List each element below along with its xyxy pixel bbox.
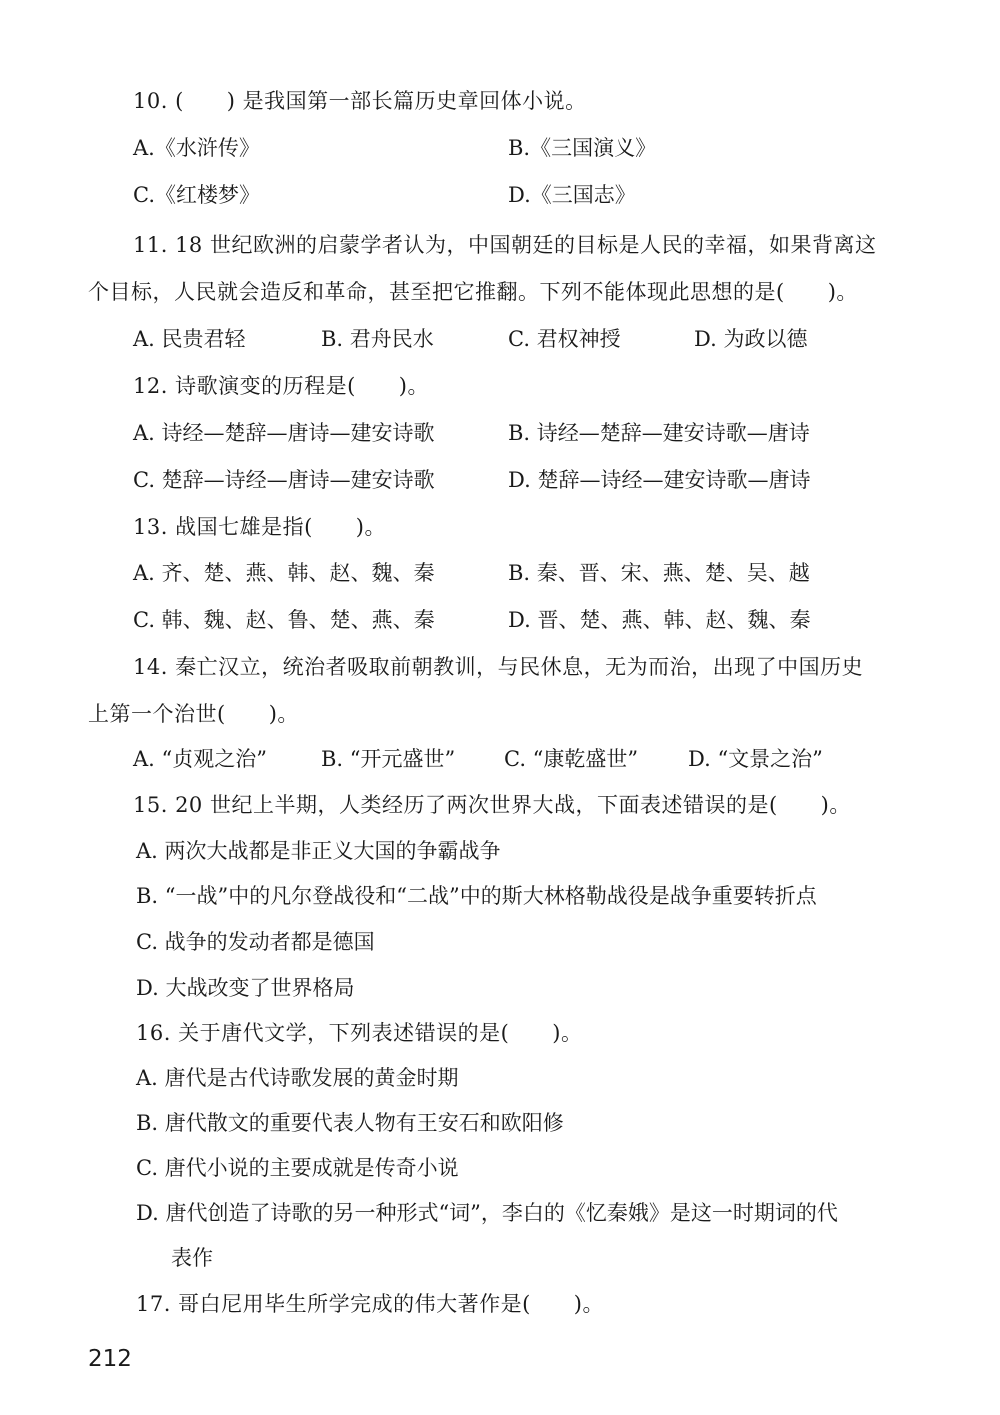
question-14-option-a: A. “贞观之治” <box>133 747 267 771</box>
page-number: 212 <box>88 1346 132 1372</box>
question-11-option-c: C. 君权神授 <box>508 327 621 351</box>
question-11-stem-line-2: 个目标，人民就会造反和革命，甚至把它推翻。下列不能体现此思想的是( )。 <box>88 280 858 304</box>
question-10-option-d: D.《三国志》 <box>508 183 636 207</box>
question-13-option-c: C. 韩、魏、赵、鲁、楚、燕、秦 <box>133 608 435 632</box>
question-11-option-b: B. 君舟民水 <box>321 327 434 351</box>
question-10-option-c: C.《红楼梦》 <box>133 183 260 207</box>
question-12-stem: 12. 诗歌演变的历程是( )。 <box>133 374 429 398</box>
question-15-option-b: B. “一战”中的凡尔登战役和“二战”中的斯大林格勒战役是战争重要转折点 <box>136 884 817 908</box>
question-14-option-c: C. “康乾盛世” <box>504 747 639 771</box>
question-14-stem-line-1: 14. 秦亡汉立，统治者吸取前朝教训，与民休息，无为而治，出现了中国历史 <box>133 655 864 679</box>
question-16-option-d: D. 唐代创造了诗歌的另一种形式“词”，李白的《忆秦娥》是这一时期词的代 <box>136 1201 838 1225</box>
question-13-stem: 13. 战国七雄是指( )。 <box>133 515 386 539</box>
question-12-option-a: A. 诗经—楚辞—唐诗—建安诗歌 <box>133 421 435 445</box>
question-13-option-b: B. 秦、晋、宋、燕、楚、吴、越 <box>508 561 810 585</box>
question-12-option-b: B. 诗经—楚辞—建安诗歌—唐诗 <box>508 421 810 445</box>
question-11-stem-line-1: 11. 18 世纪欧洲的启蒙学者认为，中国朝廷的目标是人民的幸福，如果背离这 <box>133 233 877 257</box>
question-16-option-d-continued: 表作 <box>171 1246 213 1270</box>
question-14-stem-line-2: 上第一个治世( )。 <box>88 702 299 726</box>
question-11-option-d: D. 为政以德 <box>694 327 808 351</box>
question-13-option-a: A. 齐、楚、燕、韩、赵、魏、秦 <box>133 561 435 585</box>
question-12-option-d: D. 楚辞—诗经—建安诗歌—唐诗 <box>508 468 811 492</box>
question-15-option-d: D. 大战改变了世界格局 <box>136 976 355 1000</box>
question-16-option-c: C. 唐代小说的主要成就是传奇小说 <box>136 1156 459 1180</box>
question-17-stem: 17. 哥白尼用毕生所学完成的伟大著作是( )。 <box>136 1292 604 1316</box>
question-16-stem: 16. 关于唐代文学，下列表述错误的是( )。 <box>136 1021 583 1045</box>
question-11-option-a: A. 民贵君轻 <box>133 327 246 351</box>
question-12-option-c: C. 楚辞—诗经—唐诗—建安诗歌 <box>133 468 435 492</box>
question-14-option-b: B. “开元盛世” <box>321 747 456 771</box>
question-14-option-d: D. “文景之治” <box>688 747 823 771</box>
question-10-stem: 10. ( ) 是我国第一部长篇历史章回体小说。 <box>133 89 587 113</box>
question-15-stem: 15. 20 世纪上半期，人类经历了两次世界大战，下面表述错误的是( )。 <box>133 793 851 817</box>
question-15-option-a: A. 两次大战都是非正义大国的争霸战争 <box>136 839 501 863</box>
question-10-option-b: B.《三国演义》 <box>508 136 657 160</box>
question-16-option-b: B. 唐代散文的重要代表人物有王安石和欧阳修 <box>136 1111 564 1135</box>
question-15-option-c: C. 战争的发动者都是德国 <box>136 930 375 954</box>
question-16-option-a: A. 唐代是古代诗歌发展的黄金时期 <box>136 1066 459 1090</box>
question-13-option-d: D. 晋、楚、燕、韩、赵、魏、秦 <box>508 608 811 632</box>
question-10-option-a: A.《水浒传》 <box>133 136 260 160</box>
